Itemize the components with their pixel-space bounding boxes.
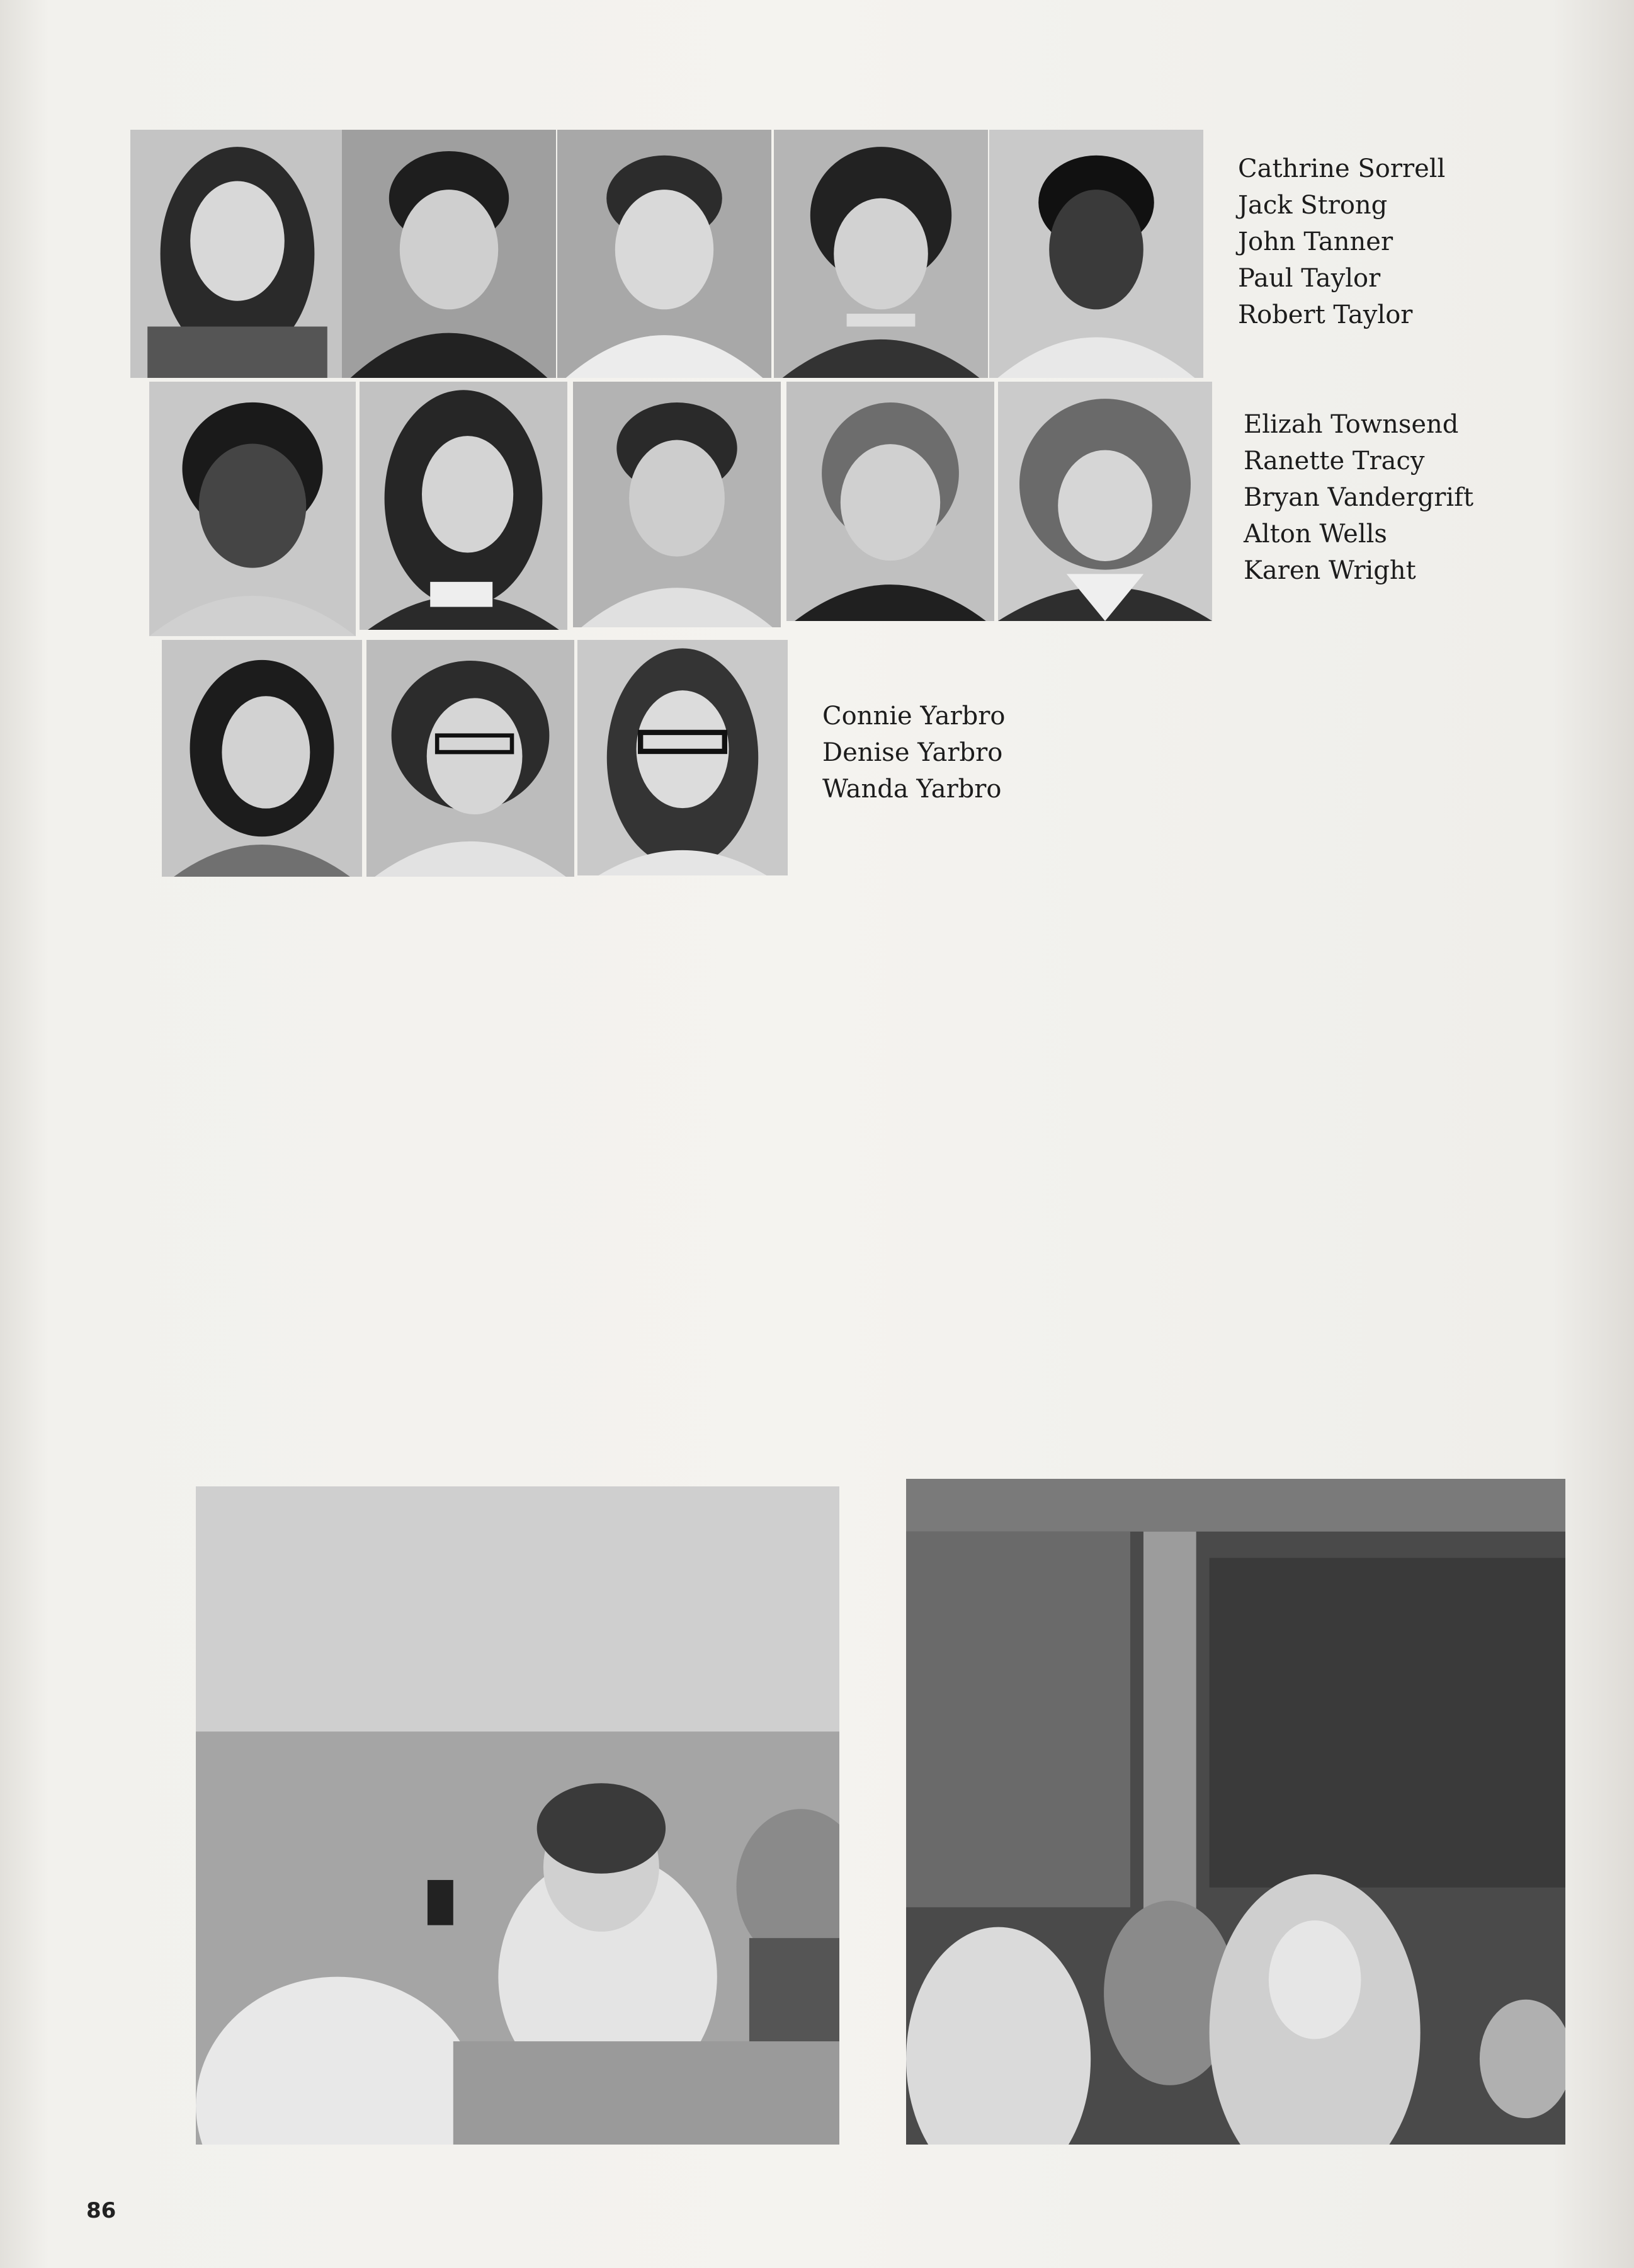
- page-number: 86: [86, 2198, 116, 2223]
- portrait-photo: [989, 130, 1203, 378]
- portrait-photo: [577, 640, 788, 875]
- portrait-photo: [573, 382, 781, 627]
- name-list-row-3: [822, 698, 1005, 807]
- portrait-photo: [774, 130, 988, 378]
- portrait-photo: [998, 382, 1212, 621]
- portrait-photo: [360, 382, 567, 630]
- portrait-photo: [366, 640, 574, 877]
- classroom-candid-photo: [196, 1486, 839, 2145]
- group-candid-photo: [906, 1479, 1565, 2145]
- student-name: Elizah Townsend: [1244, 410, 1459, 439]
- student-name: Wanda Yarbro: [822, 775, 1002, 804]
- student-name: Robert Taylor: [1238, 300, 1413, 329]
- student-name: Cathrine Sorrell: [1238, 154, 1446, 183]
- student-name: Karen Wright: [1244, 556, 1416, 585]
- name-list-row-2: [1244, 406, 1473, 589]
- student-name: Bryan Vandergrift: [1244, 483, 1474, 512]
- student-name: Paul Taylor: [1238, 264, 1381, 293]
- student-name: Connie Yarbro: [822, 702, 1006, 731]
- portrait-photo: [786, 382, 994, 621]
- portrait-photo: [162, 640, 362, 877]
- portrait-photo: [130, 130, 344, 378]
- student-name: Ranette Tracy: [1244, 447, 1425, 476]
- portrait-photo: [342, 130, 556, 378]
- student-name: Alton Wells: [1244, 520, 1387, 549]
- portrait-photo: [557, 130, 771, 378]
- portrait-photo: [149, 382, 356, 636]
- student-name: John Tanner: [1238, 227, 1393, 256]
- student-name: Denise Yarbro: [822, 738, 1003, 767]
- name-list-row-1: [1238, 151, 1445, 333]
- student-name: Jack Strong: [1238, 191, 1388, 220]
